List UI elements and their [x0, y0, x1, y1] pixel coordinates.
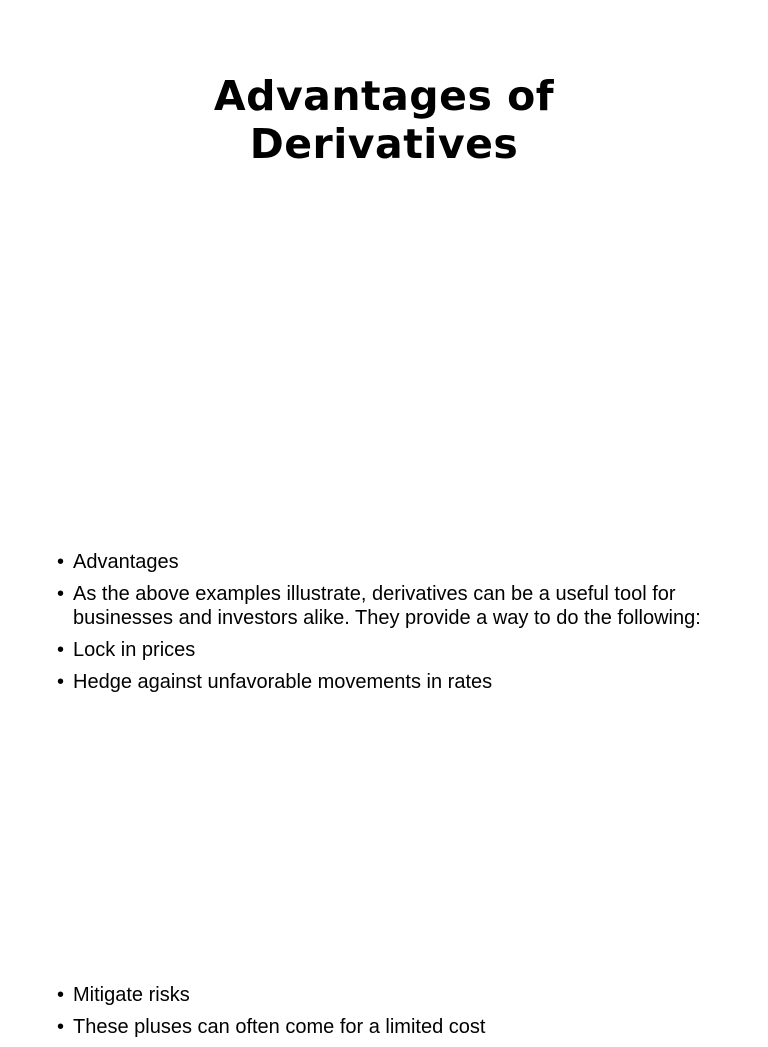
- bullet-icon: •: [57, 671, 65, 693]
- slide-title-line-1: Advantages of: [213, 72, 555, 120]
- list-item: [57, 983, 707, 1007]
- bullet-icon: •: [57, 984, 65, 1006]
- list-item: [57, 582, 707, 630]
- bullet-icon: •: [57, 551, 65, 573]
- bullet-icon: •: [57, 639, 65, 661]
- list-item: [57, 670, 707, 694]
- bullet-icon: •: [57, 1016, 65, 1038]
- list-item: [57, 550, 707, 574]
- bullet-text: Mitigate risks: [73, 984, 190, 1006]
- slide-title-line-2: Derivatives: [249, 120, 519, 168]
- list-item: [57, 638, 707, 662]
- bullet-text: As the above examples illustrate, derivatives can be a useful tool for businesses and investors alike. They provide a way to do the following:: [73, 583, 701, 629]
- bullet-text: These pluses can often come for a limited cost: [73, 1016, 486, 1038]
- slide-title: [0, 72, 768, 168]
- list-item: [57, 1015, 707, 1039]
- bullet-text: Lock in prices: [73, 639, 196, 661]
- bullet-text: Hedge against unfavorable movements in rates: [73, 671, 493, 693]
- bullet-list-top: [57, 550, 707, 702]
- bullet-list-bottom: [57, 983, 707, 1047]
- bullet-icon: •: [57, 583, 65, 605]
- bullet-text: Advantages: [73, 551, 179, 573]
